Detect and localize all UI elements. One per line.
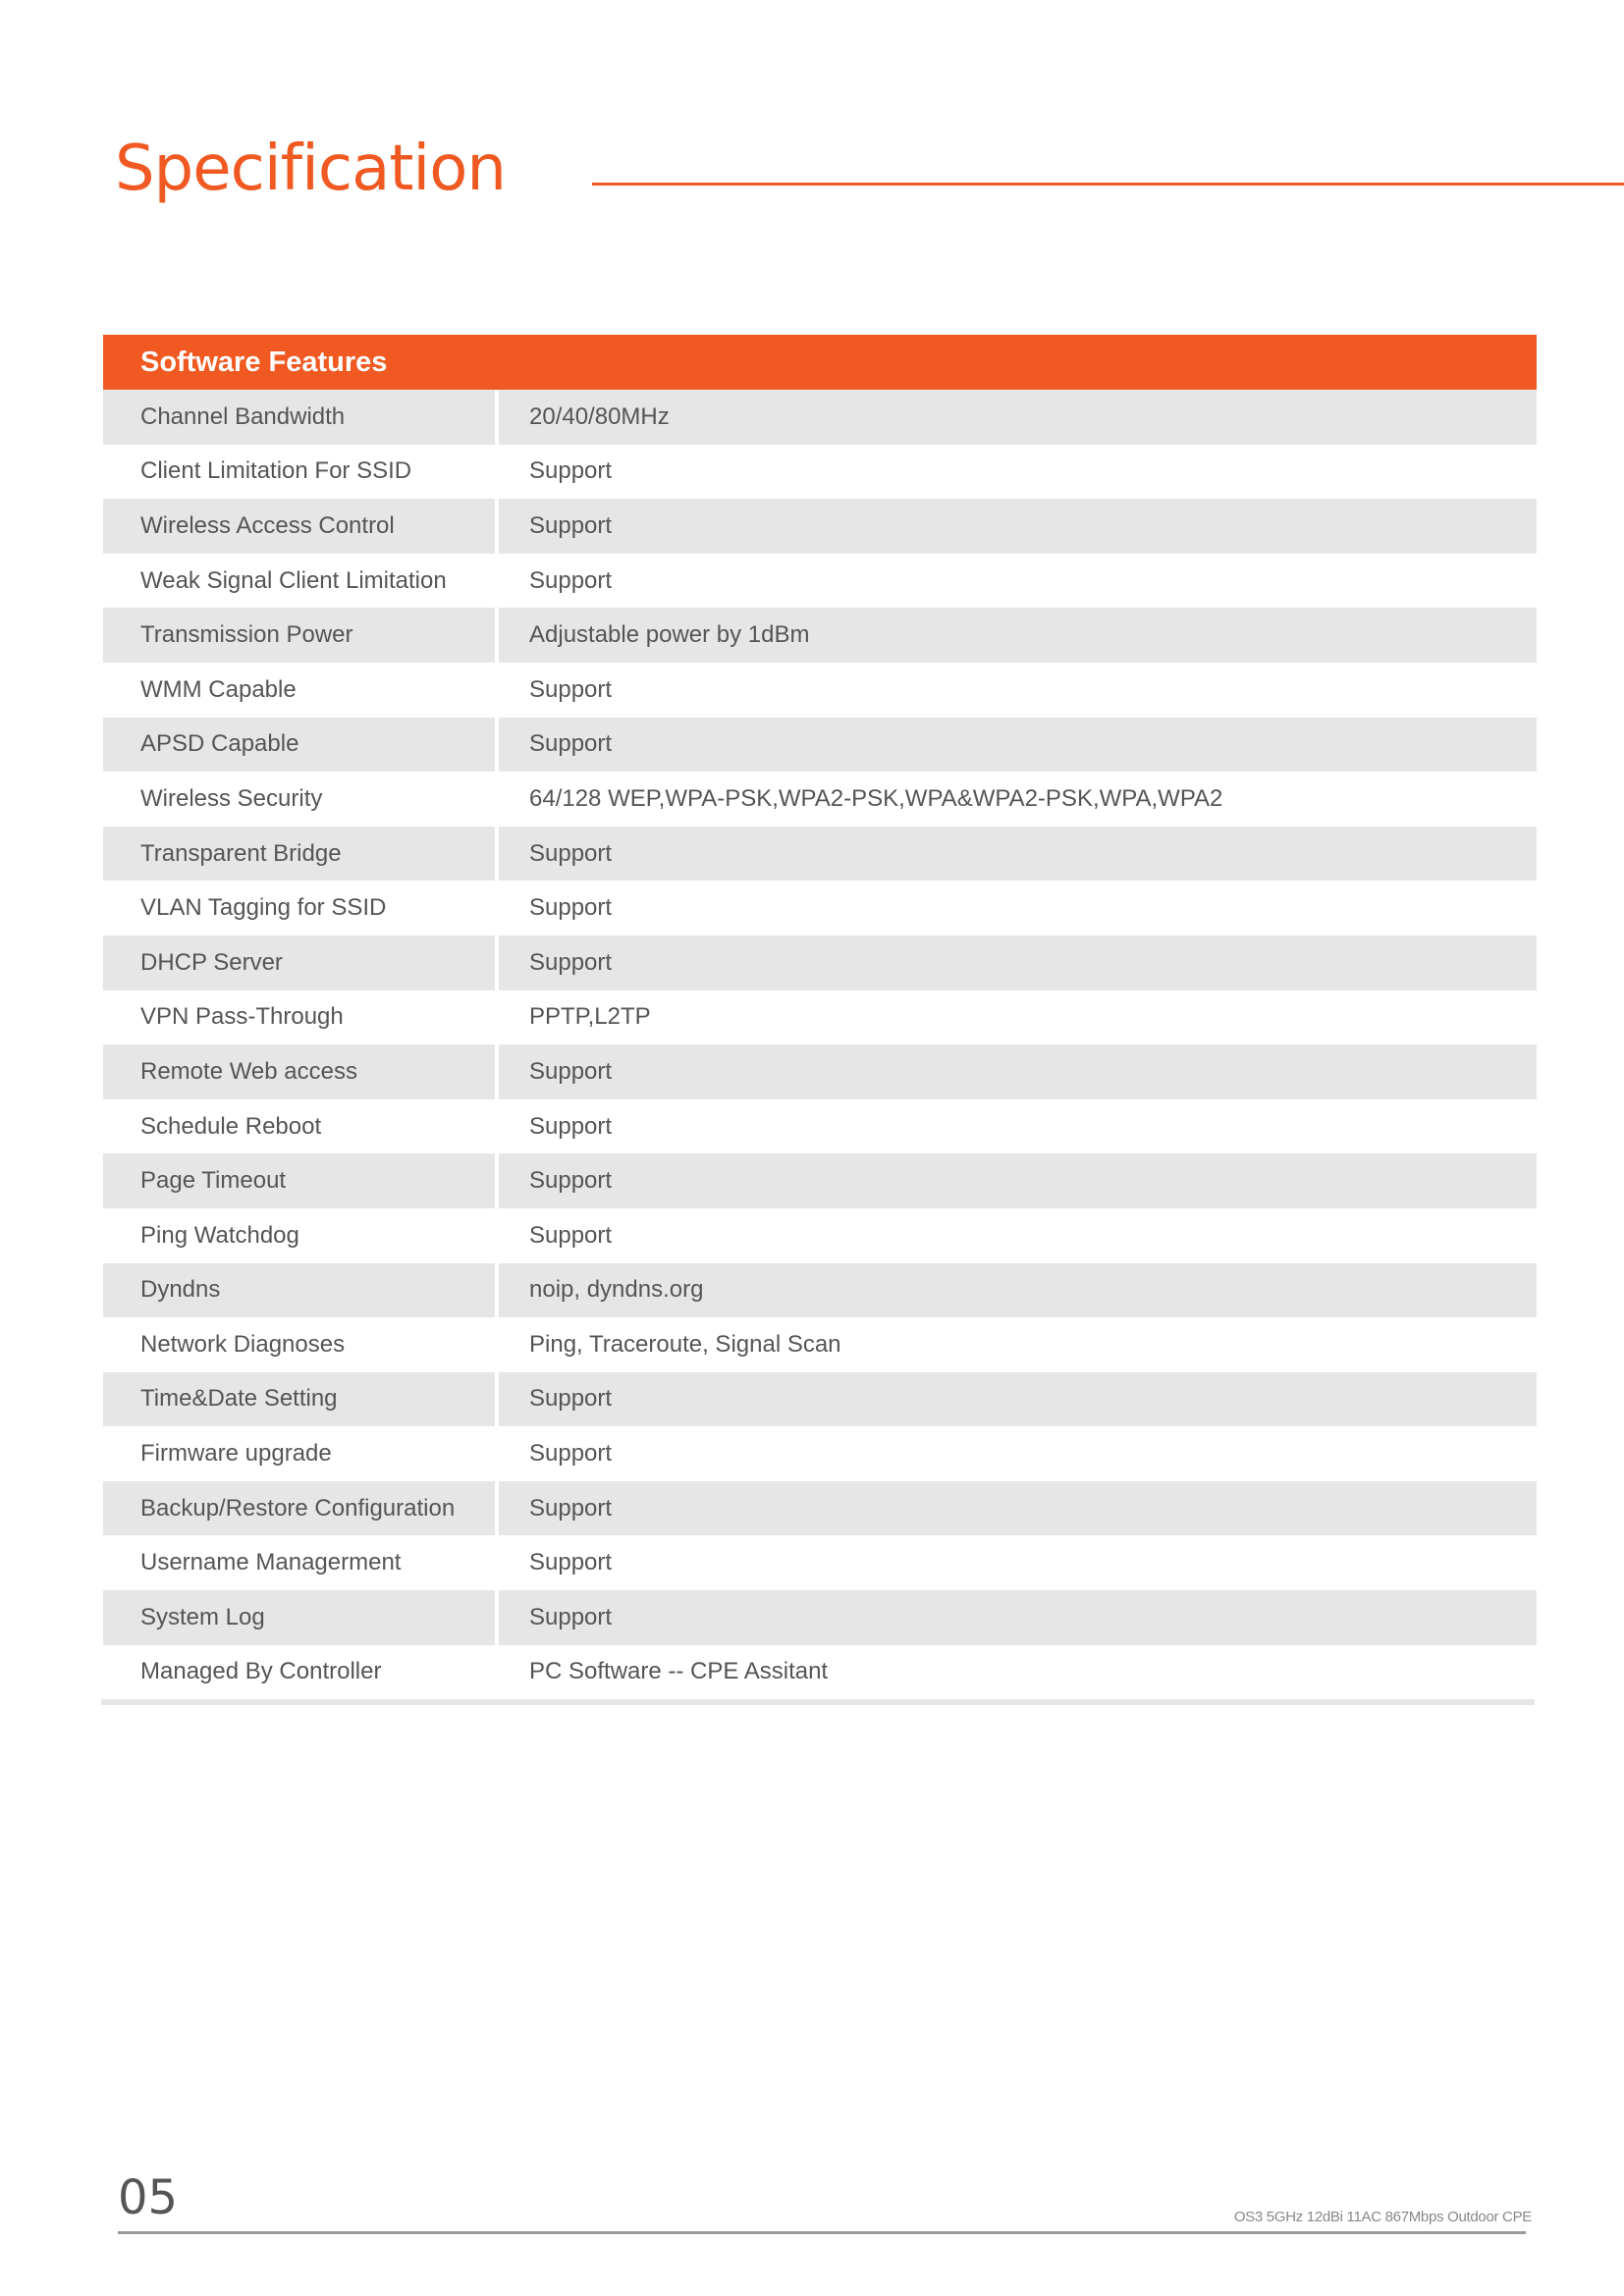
feature-value: Support [529, 457, 613, 485]
feature-value: Support [529, 1112, 613, 1140]
feature-value: noip, dyndns.org [499, 1263, 1537, 1318]
feature-value: PC Software -- CPE Assitant [529, 1658, 829, 1685]
feature-value: Support [529, 675, 613, 703]
table-row [103, 1426, 1537, 1481]
table-row [103, 881, 1537, 935]
table-row [103, 772, 1537, 827]
footer-product-name: OS3 5GHz 12dBi 11AC 867Mbps Outdoor CPE [1233, 2209, 1532, 2225]
feature-value: PPTP,L2TP [529, 1003, 651, 1031]
table-row [103, 1317, 1537, 1372]
table-header: Software Features [103, 335, 1537, 390]
table-row [103, 1153, 1537, 1208]
table-row [103, 1535, 1537, 1590]
table-row [103, 1099, 1537, 1154]
feature-value: Support [529, 566, 613, 594]
feature-label: System Log [103, 1590, 495, 1645]
feature-label: Dyndns [103, 1263, 495, 1318]
table-row [103, 390, 1537, 445]
table-row [103, 935, 1537, 990]
table-row [103, 1208, 1537, 1263]
feature-label: Weak Signal Client Limitation [140, 566, 447, 594]
table-row [103, 990, 1537, 1045]
feature-value: Support [529, 1221, 613, 1249]
feature-label: Username Managerment [140, 1549, 402, 1576]
table-row [103, 608, 1537, 663]
feature-value: Support [499, 1372, 1537, 1427]
feature-value: Ping, Traceroute, Signal Scan [529, 1330, 841, 1358]
feature-label: Time&Date Setting [103, 1372, 495, 1427]
feature-label: Wireless Access Control [103, 499, 495, 554]
feature-label: Network Diagnoses [140, 1330, 346, 1358]
table-row [103, 1481, 1537, 1536]
feature-label: VPN Pass-Through [140, 1003, 344, 1031]
table-row [103, 1044, 1537, 1099]
feature-label: Page Timeout [103, 1153, 495, 1208]
feature-label: APSD Capable [103, 718, 495, 773]
table-body [103, 390, 1537, 1699]
feature-value: Support [499, 1153, 1537, 1208]
feature-value: Support [499, 718, 1537, 773]
feature-value: Support [499, 1481, 1537, 1536]
feature-label: Wireless Security [140, 784, 323, 812]
feature-value: Support [499, 827, 1537, 881]
title-divider [592, 183, 1624, 186]
table-row [103, 718, 1537, 773]
feature-value: Support [529, 1440, 613, 1468]
table-row [103, 827, 1537, 881]
table-row [103, 663, 1537, 718]
table-bottom-divider [101, 1699, 1535, 1705]
footer-divider [118, 2231, 1526, 2234]
table-row [103, 1590, 1537, 1645]
feature-value: Support [529, 894, 613, 922]
feature-label: Transmission Power [103, 608, 495, 663]
feature-label: DHCP Server [103, 935, 495, 990]
feature-value: Adjustable power by 1dBm [499, 608, 1537, 663]
feature-label: Firmware upgrade [140, 1440, 332, 1468]
feature-label: Schedule Reboot [140, 1112, 322, 1140]
feature-label: WMM Capable [140, 675, 297, 703]
feature-value: 20/40/80MHz [499, 390, 1537, 445]
page-number: 05 [118, 2170, 179, 2225]
table-row [103, 1645, 1537, 1700]
feature-value: Support [499, 935, 1537, 990]
table-row [103, 1263, 1537, 1318]
feature-label: Transparent Bridge [103, 827, 495, 881]
feature-value: Support [499, 499, 1537, 554]
feature-label: Managed By Controller [140, 1658, 382, 1685]
feature-value: 64/128 WEP,WPA-PSK,WPA2-PSK,WPA&WPA2-PSK,WPA,WPA2 [529, 784, 1223, 812]
feature-label: Remote Web access [103, 1044, 495, 1099]
feature-value: Support [529, 1549, 613, 1576]
feature-label: VLAN Tagging for SSID [140, 894, 387, 922]
feature-label: Ping Watchdog [140, 1221, 299, 1249]
feature-value: Support [499, 1590, 1537, 1645]
table-row [103, 445, 1537, 500]
table-row [103, 499, 1537, 554]
feature-label: Client Limitation For SSID [140, 457, 412, 485]
page-title: Specification [115, 133, 506, 205]
table-row [103, 554, 1537, 609]
feature-value: Support [499, 1044, 1537, 1099]
feature-label: Channel Bandwidth [103, 390, 495, 445]
feature-label: Backup/Restore Configuration [103, 1481, 495, 1536]
software-features-table [103, 335, 1537, 1705]
table-row [103, 1372, 1537, 1427]
